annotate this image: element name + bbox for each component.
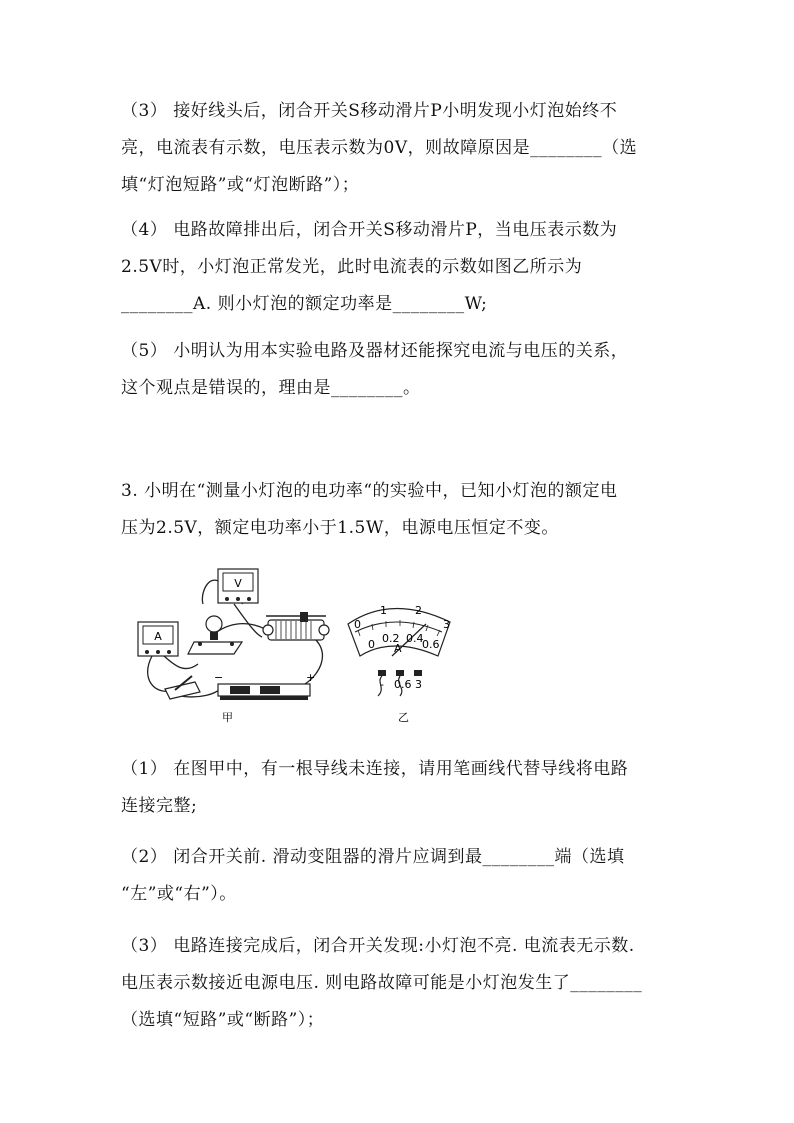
wire [164,656,198,669]
switch [165,676,200,699]
text-line: ________A. 则小灯泡的额定功率是________W; [121,294,488,314]
text-line: 填“灯泡短路”或“灯泡断路”）； [121,175,360,195]
text-line: （3） 电路连接完成后，闭合开关发现:小灯泡不亮. 电流表无示数. [121,936,635,956]
text-line: 这个观点是错误的，理由是________。 [121,378,421,398]
text-line: 压为2.5V，额定电功率小于1.5W，电源电压恒定不变。 [121,518,559,538]
battery-plus-label: + [306,671,316,684]
figure-label-jia: 甲 [222,711,233,724]
text-line: 2.5V时，小灯泡正常发光，此时电流表的示数如图乙所示为 [121,257,583,277]
scale-bottom-1: 0.2 [382,632,400,645]
wire [202,580,220,604]
text-line: 连接完整; [121,796,198,816]
text-line: （3） 接好线头后，闭合开关S移动滑片P小明发现小灯泡始终不 [121,101,618,121]
text-line: （选填“短路”或“断路”）； [121,1010,325,1030]
battery-minus-label: − [214,671,224,684]
scale-top-2: 2 [415,604,422,617]
question-3-fault-cause [121,93,681,204]
scale-bottom-3: 0.6 [422,638,440,651]
problem-3-intro [121,473,681,547]
problem-3-question-2 [121,839,681,913]
question-4-rated-power [121,212,681,323]
rheostat [263,612,329,640]
wire [148,656,170,691]
text-line: （4） 电路故障排出后，闭合开关S移动滑片P，当电压表示数为 [121,220,618,240]
light-bulb-icon [188,616,242,654]
battery [214,671,315,700]
voltmeter-symbol: V [234,577,242,590]
text-line: （5） 小明认为用本实验电路及器材还能探究电流与电压的关系， [121,341,629,361]
terminal-minus: - [380,678,384,691]
scale-bottom-2: 0.4 [406,632,424,645]
ammeter [138,622,178,656]
scale-bottom-0: 0 [368,638,375,651]
problem-3-question-3 [121,928,681,1039]
text-line: （1） 在图甲中，有一根导线未连接，请用笔画线代替导线将电路 [121,759,629,779]
problem-3-question-1 [121,751,681,825]
question-5-reason [121,333,681,407]
scale-top-1: 1 [380,604,387,617]
figure-label-yi: 乙 [398,711,409,724]
terminal-0-6: 0.6 [394,678,412,691]
ammeter-dial [348,604,450,724]
text-line: 亮，电流表有示数，电压表示数为0V，则故障原因是________（选 [121,138,638,158]
scale-top-0: 0 [354,618,361,631]
text-line: 3. 小明在“测量小灯泡的电功率“的实验中，已知小灯泡的额定电 [121,481,618,501]
text-line: （2） 闭合开关前. 滑动变阻器的滑片应调到最________端（选填 [121,847,625,867]
voltmeter [218,569,258,603]
scale-top-3: 3 [443,618,450,631]
terminal-block [378,670,422,696]
text-line: 电压表示数接近电源电压. 则电路故障可能是小灯泡发生了________ [121,973,643,993]
ammeter-symbol: A [154,630,162,643]
wire [234,604,262,637]
dial-symbol: A [394,642,402,655]
circuit-figure [130,564,470,729]
text-line: “左”或“右”）。 [121,884,237,904]
terminal-3: 3 [415,678,422,691]
